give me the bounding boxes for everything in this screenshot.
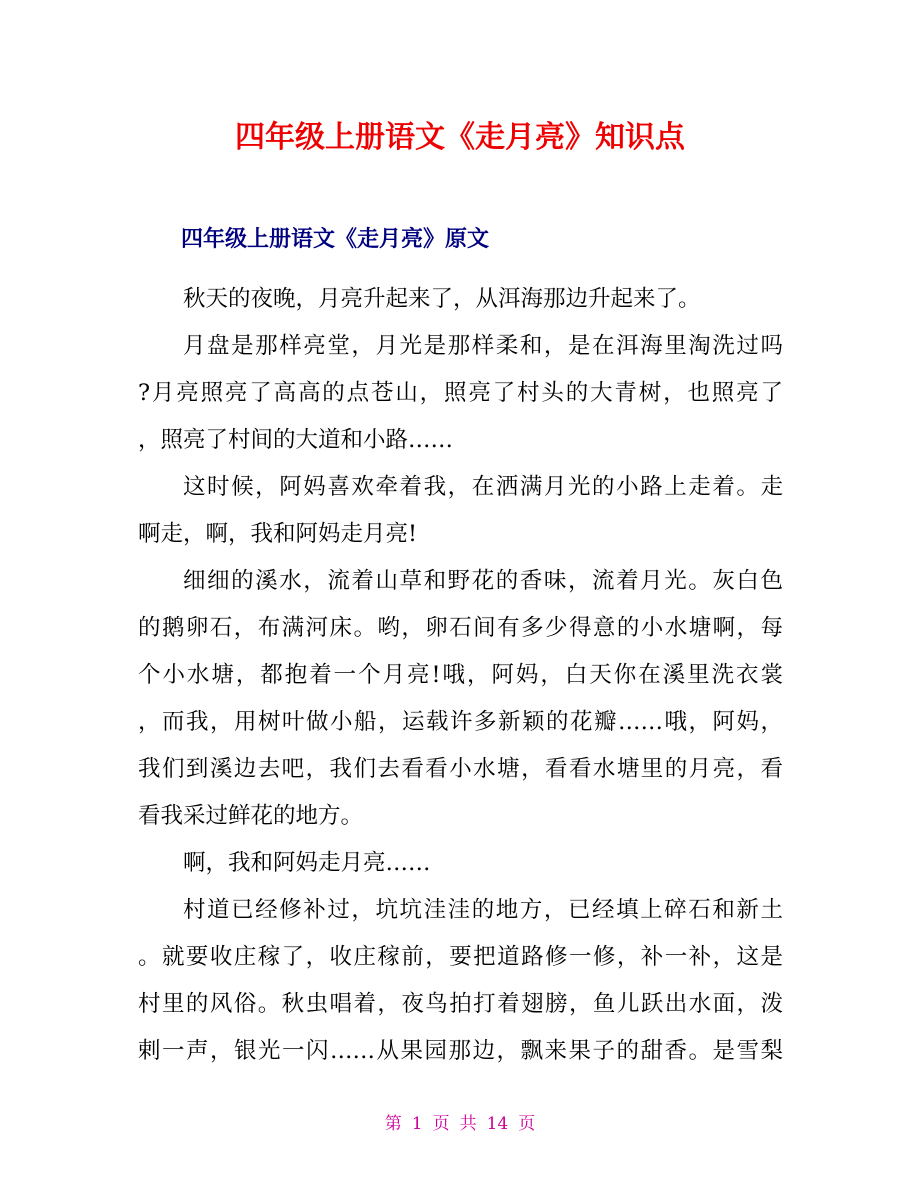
- paragraph-line: 。就要收庄稼了，收庄稼前，要把道路修一修，补一补，这是: [138, 944, 783, 970]
- paragraph-line: 秋天的夜晚，月亮升起来了，从洱海那边升起来了。: [183, 286, 701, 312]
- paragraph-line: 村里的风俗。秋虫唱着，夜鸟拍打着翅膀，鱼儿跃出水面，泼: [138, 991, 783, 1017]
- paragraph-line: ，而我，用树叶做小船，运载许多新颖的花瓣……哦，阿妈，: [138, 709, 783, 735]
- paragraph-line: 啊走，啊，我和阿妈走月亮!: [138, 521, 418, 547]
- paragraph-line: ?月亮照亮了高高的点苍山，照亮了村头的大青树，也照亮了: [138, 380, 783, 406]
- paragraph-line: 细细的溪水，流着山草和野花的香味，流着月光。灰白色: [183, 568, 783, 594]
- paragraph-line: 啊，我和阿妈走月亮……: [183, 850, 431, 876]
- paragraph: [138, 323, 783, 464]
- paragraph-line: 剌一声，银光一闪……从果园那边，飘来果子的甜香。是雪梨: [138, 1038, 783, 1064]
- footer-total-pages: 14: [486, 1114, 509, 1134]
- paragraph: [138, 840, 783, 887]
- paragraph-line: 的鹅卵石，布满河床。哟，卵石间有多少得意的小水塘啊，每: [138, 615, 783, 641]
- paragraph: [138, 464, 783, 558]
- footer-prefix: 第: [384, 1114, 402, 1134]
- paragraph-line: 月盘是那样亮堂，月光是那样柔和，是在洱海里淘洗过吗: [183, 333, 783, 359]
- footer-total-word: 共: [459, 1114, 477, 1134]
- paragraph-line: 看我采过鲜花的地方。: [138, 803, 364, 829]
- footer-current-page: 1: [411, 1114, 423, 1134]
- paragraph-line: 个小水塘，都抱着一个月亮!哦，阿妈，白天你在溪里洗衣裳: [138, 662, 783, 688]
- document-title: 四年级上册语文《走月亮》知识点: [235, 120, 685, 155]
- paragraph: [138, 276, 783, 323]
- footer-suffix: 页: [518, 1114, 536, 1134]
- footer-page-word: 页: [432, 1114, 450, 1134]
- body-text: [138, 276, 783, 1075]
- paragraph: [138, 558, 783, 840]
- section-heading: 四年级上册语文《走月亮》原文: [181, 227, 490, 252]
- paragraph-line: 村道已经修补过，坑坑洼洼的地方，已经填上碎石和新土: [183, 897, 783, 923]
- paragraph-line: 这时候，阿妈喜欢牵着我，在洒满月光的小路上走着。走: [183, 474, 783, 500]
- paragraph: [138, 887, 783, 1075]
- paragraph-line: ，照亮了村间的大道和小路……: [138, 427, 454, 453]
- paragraph-line: 我们到溪边去吧，我们去看看小水塘，看看水塘里的月亮，看: [138, 756, 783, 782]
- page-footer: [0, 1112, 920, 1136]
